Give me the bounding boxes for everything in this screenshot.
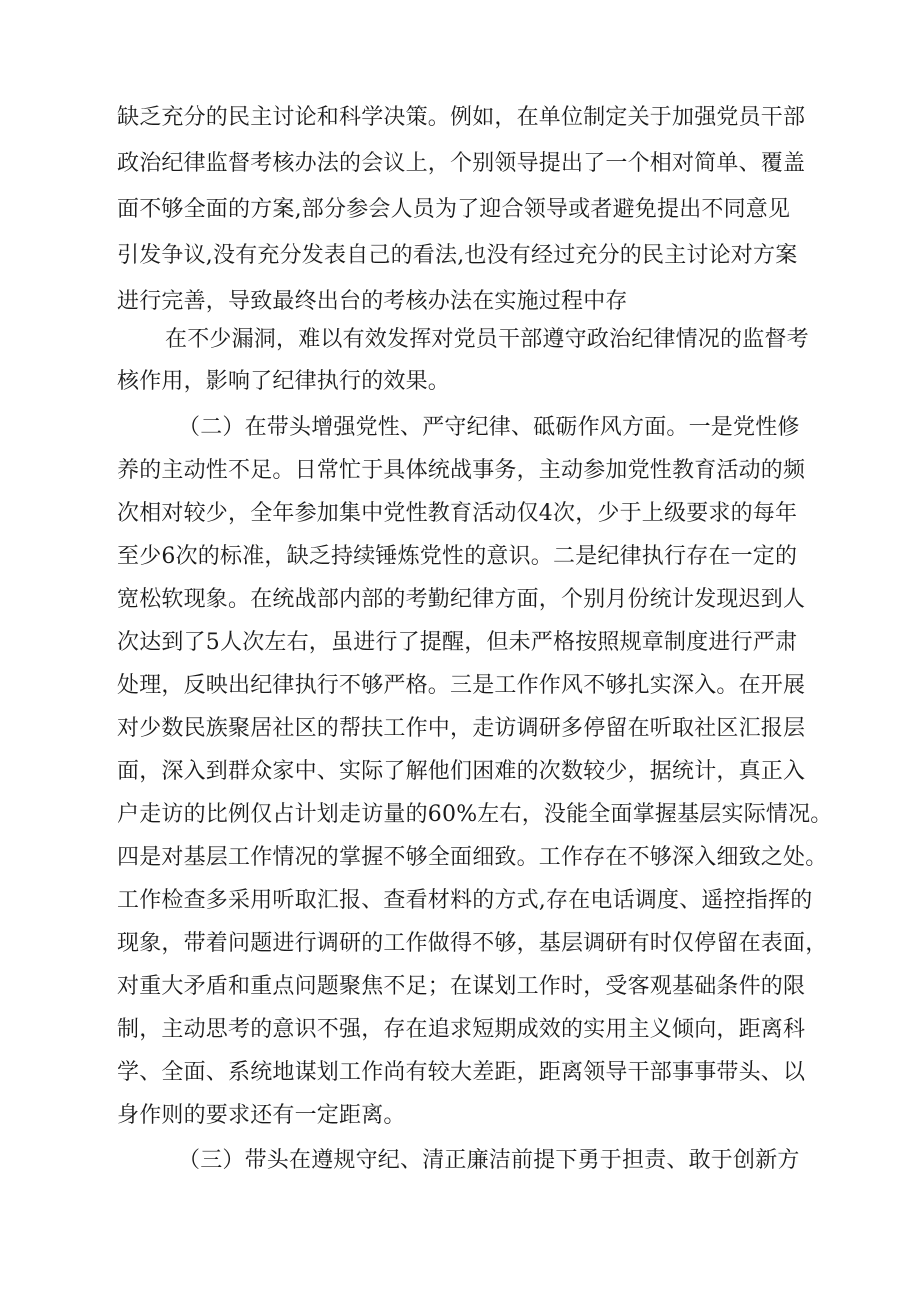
paragraph-1-line-4: 引发争议,没有充分发表自己的看法,也没有经过充分的民主讨论对方案 bbox=[117, 243, 798, 268]
paragraph-1-line-5: 进行完善，导致最终出台的考核办法在实施过程中存 bbox=[117, 289, 628, 314]
paragraph-3-line-2: 养的主动性不足。日常忙于具体统战事务，主动参加党性教育活动的频 bbox=[117, 458, 806, 483]
paragraph-3-line-14: 对重大矛盾和重点问题聚焦不足；在谋划工作时，受客观基础条件的限 bbox=[117, 974, 806, 999]
paragraph-3-line-11: 四是对基层工作情况的掌握不够全面细致。工作存在不够深入细致之处。 bbox=[117, 845, 828, 870]
paragraph-3-line-6: 次达到了5人次左右，虽进行了提醒，但未严格按照规章制度进行严肃 bbox=[117, 630, 798, 655]
paragraph-3-line-8: 对少数民族聚居社区的帮扶工作中，走访调研多停留在听取社区汇报层 bbox=[117, 716, 806, 741]
paragraph-3-line-3: 次相对较少，全年参加集中党性教育活动仅4次，少于上级要求的每年 bbox=[117, 501, 798, 526]
paragraph-3-line-12: 工作检查多采用听取汇报、查看材料的方式,存在电话调度、遥控指挥的 bbox=[117, 888, 813, 913]
paragraph-3-line-13: 现象，带着问题进行调研的工作做得不够，基层调研有时仅停留在表面， bbox=[117, 931, 828, 956]
paragraph-3-line-17: 身作则的要求还有一定距离。 bbox=[117, 1103, 406, 1128]
paragraph-3-line-10: 户走访的比例仅占计划走访量的60%左右，没能全面掌握基层实际情况。 bbox=[117, 802, 833, 827]
paragraph-3-line-9: 面，深入到群众家中、实际了解他们困难的次数较少，据统计，真正入 bbox=[117, 759, 806, 784]
paragraph-3-line-15: 制，主动思考的意识不强，存在追求短期成效的实用主义倾向，距离科 bbox=[117, 1017, 806, 1042]
paragraph-2-line-1: 在不少漏洞，难以有效发挥对党员干部遵守政治纪律情况的监督考 bbox=[165, 327, 809, 352]
paragraph-3-line-7: 处理，反映出纪律执行不够严格。三是工作作风不够扎实深入。在开展 bbox=[117, 673, 806, 698]
paragraph-3-line-1: （二）在带头增强党性、严守纪律、砥砺作风方面。一是党性修 bbox=[178, 415, 800, 440]
paragraph-4-line-1: （三）带头在遵规守纪、清正廉洁前提下勇于担责、敢于创新方 bbox=[178, 1148, 800, 1173]
paragraph-3-line-4: 至少6次的标准，缺乏持续锤炼党性的意识。二是纪律执行存在一定的 bbox=[117, 544, 798, 569]
paragraph-3-line-5: 宽松软现象。在统战部内部的考勤纪律方面，个别月份统计发现迟到人 bbox=[117, 587, 806, 612]
paragraph-1-line-3: 面不够全面的方案,部分参会人员为了迎合领导或者避免提出不同意见 bbox=[117, 197, 791, 222]
paragraph-1-line-1: 缺乏充分的民主讨论和科学决策。例如，在单位制定关于加强党员干部 bbox=[117, 105, 806, 130]
paragraph-3-line-16: 学、全面、系统地谋划工作尚有较大差距，距离领导干部事事带头、以 bbox=[117, 1060, 806, 1085]
paragraph-2-line-2: 核作用，影响了纪律执行的效果。 bbox=[117, 369, 451, 394]
paragraph-1-line-2: 政治纪律监督考核办法的会议上，个别领导提出了一个相对简单、覆盖 bbox=[117, 151, 806, 176]
